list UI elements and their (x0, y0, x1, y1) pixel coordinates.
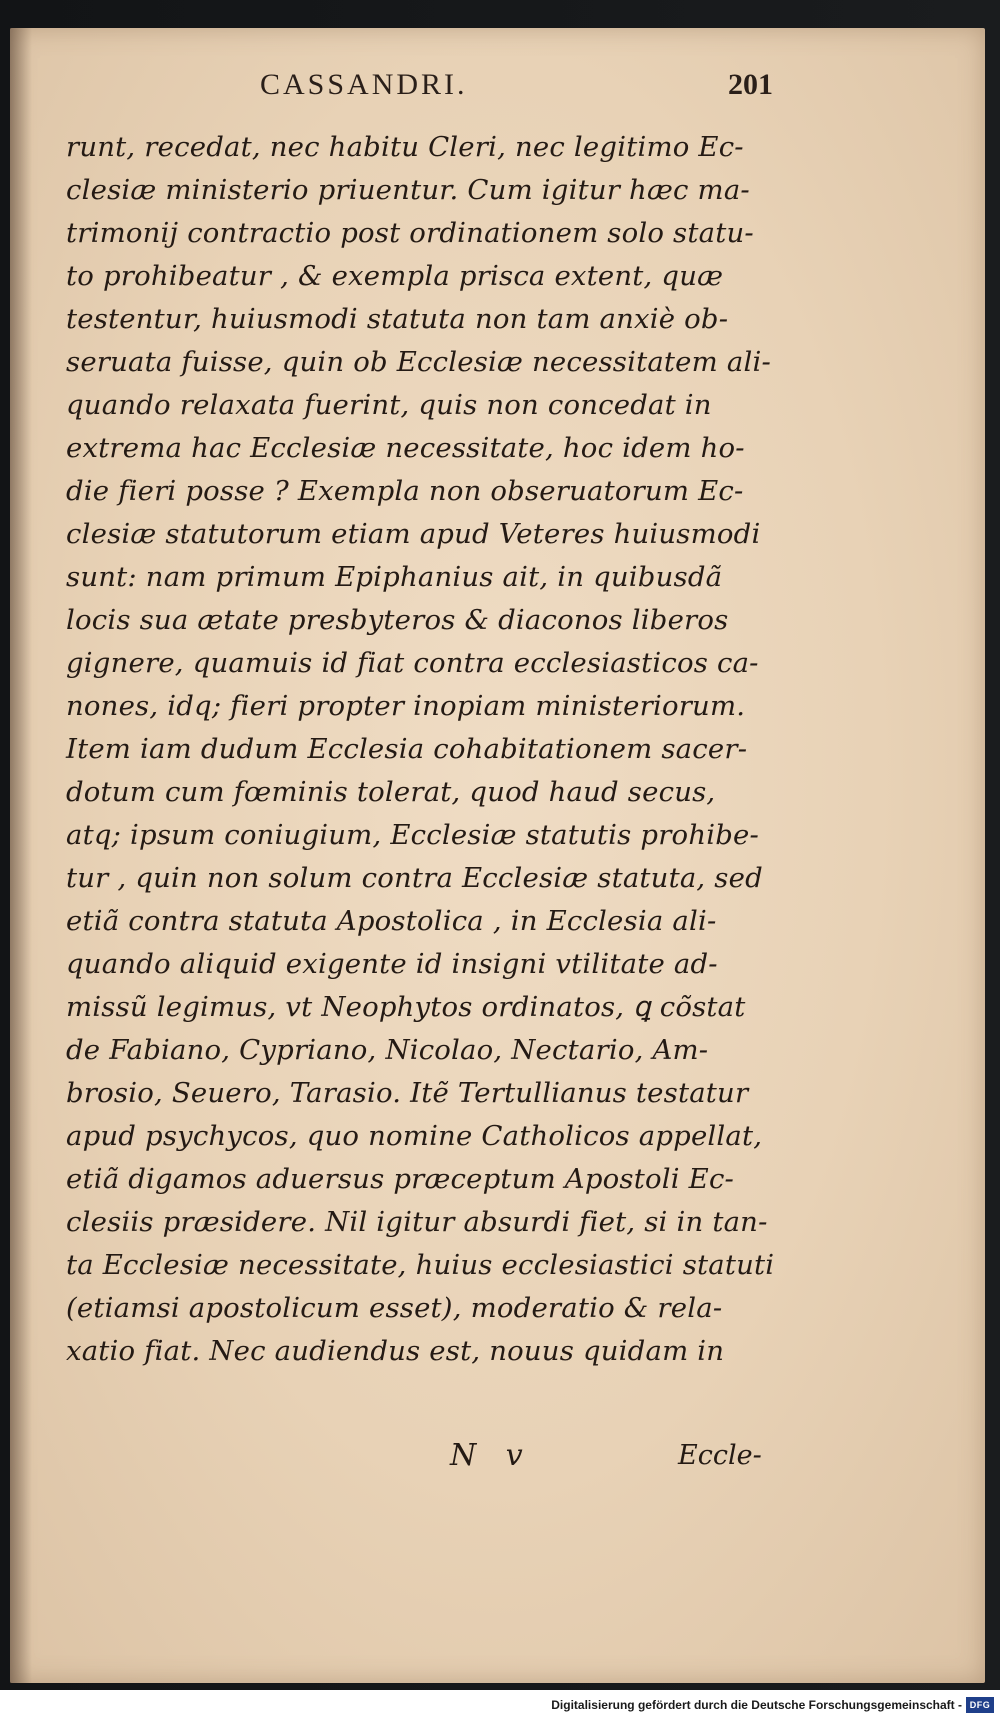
text-line: quando relaxata fuerint, quis non concedat in (66, 389, 712, 421)
text-line: dotum cum fœminis tolerat, quod haud secus, (66, 776, 716, 808)
text-line: Item iam dudum Ecclesia cohabitationem sacer- (66, 733, 748, 765)
funding-credit: Digitalisierung gefördert durch die Deutsche Forschungsgemeinschaft - (551, 1698, 962, 1712)
book-page (10, 28, 985, 1683)
text-line: etiã contra statuta Apostolica , in Ecclesia ali- (66, 905, 717, 937)
text-line: etiã digamos aduersus præceptum Apostoli Ec- (66, 1163, 735, 1195)
text-line: missũ legimus, vt Neophytos ordinatos, ꝗ cõstat (66, 991, 746, 1023)
text-line: sunt: nam primum Epiphanius ait, in quibusdã (66, 561, 723, 593)
signature-mark: N v (450, 1438, 533, 1473)
text-line: die fieri posse ? Exempla non obseruatorum Ec- (66, 475, 744, 507)
catchline (10, 1438, 985, 1483)
text-line: atq; ipsum coniugium, Ecclesiæ statutis prohibe- (66, 819, 759, 851)
running-head (10, 68, 985, 118)
text-line: brosio, Seuero, Tarasio. Itẽ Tertullianus testatur (66, 1077, 749, 1109)
text-line: seruata fuisse, quin ob Ecclesiæ necessitatem ali- (66, 346, 771, 378)
text-line: quando aliquid exigente id insigni vtilitate ad- (66, 948, 718, 980)
catchword: Eccle- (678, 1440, 762, 1471)
text-line: tur , quin non solum contra Ecclesiæ statuta, sed (66, 862, 763, 894)
text-line: runt, recedat, nec habitu Cleri, nec legitimo Ec- (66, 131, 744, 163)
text-line: clesiæ statutorum etiam apud Veteres huiusmodi (66, 518, 761, 550)
running-title: CASSANDRI. (260, 68, 468, 101)
text-line: ta Ecclesiæ necessitate, huius ecclesiastici statuti (66, 1249, 775, 1281)
text-line: (etiamsi apostolicum esset), moderatio & rela- (66, 1292, 723, 1324)
footer-bar (0, 1690, 1000, 1722)
page-number: 201 (728, 68, 773, 101)
text-line: gignere, quamuis id fiat contra ecclesiasticos ca- (66, 647, 759, 679)
body-text (66, 126, 786, 1373)
text-line: xatio fiat. Nec audiendus est, nouus quidam in (66, 1335, 725, 1367)
text-line: testentur, huiusmodi statuta non tam anxiè ob- (66, 303, 729, 335)
text-line: clesiis præsidere. Nil igitur absurdi fiet, si in tan- (66, 1206, 768, 1238)
text-line: trimonij contractio post ordinationem solo statu- (66, 217, 754, 249)
text-line: apud psychycos, quo nomine Catholicos appellat, (66, 1120, 763, 1152)
text-line: to prohibeatur , & exempla prisca extent, quæ (66, 260, 724, 292)
text-line: extrema hac Ecclesiæ necessitate, hoc idem ho- (66, 432, 745, 464)
binding-shadow (10, 28, 32, 1683)
text-line: locis sua ætate presbyteros & diaconos liberos (66, 604, 729, 636)
text-line: clesiæ ministerio priuentur. Cum igitur hæc ma- (66, 174, 750, 206)
text-line: de Fabiano, Cypriano, Nicolao, Nectario, Am- (66, 1034, 709, 1066)
dfg-logo-icon: DFG (966, 1697, 994, 1713)
text-line: nones, idq; fieri propter inopiam ministeriorum. (66, 690, 746, 722)
